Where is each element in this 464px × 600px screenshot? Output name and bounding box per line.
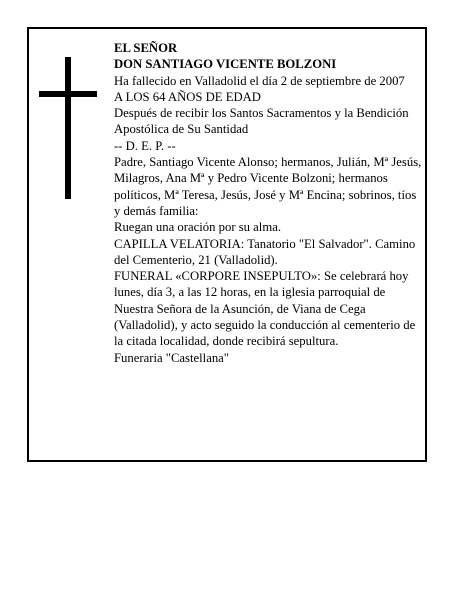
funeral-info: FUNERAL «CORPORE INSEPULTO»: Se celebrará hoy lunes, día 3, a las 12 horas, en la iglesia parroquial de Nuestra Señora de la Asunción, de Viana de Cega (Valladolid), y acto seguido la conducción al cementerio de la citada localidad, donde recibirá sepultura.	[114, 269, 416, 349]
sacraments-line: Después de recibir los Santos Sacramentos y la Bendición Apostólica de Su Santidad	[114, 106, 409, 137]
prayer-line: Ruegan una oración por su alma.	[114, 220, 282, 235]
notice-text	[114, 40, 425, 366]
obituary-notice	[27, 27, 427, 462]
cross-icon	[39, 57, 97, 199]
death-info: Ha fallecido en Valladolid el día 2 de septiembre de 2007	[114, 73, 405, 88]
cross-horizontal-bar	[39, 91, 97, 97]
rip-line: -- D. E. P. --	[114, 138, 176, 153]
age-line: A LOS 64 AÑOS DE EDAD	[114, 89, 261, 104]
funeral-home: Funeraria "Castellana"	[114, 350, 229, 365]
notice-title-line1: EL SEÑOR	[114, 41, 178, 55]
deceased-name: DON SANTIAGO VICENTE BOLZONI	[114, 57, 337, 72]
chapel-info: CAPILLA VELATORIA: Tanatorio "El Salvador". Camino del Cementerio, 21 (Valladolid).	[114, 236, 416, 267]
family-list: Padre, Santiago Vicente Alonso; hermanos, Julián, Mª Jesús, Milagros, Ana Mª y Pedro Vicente Bolzoni; hermanos políticos, Mª Teresa, Jesús, José y Mª Encina; sobrinos, tíos y demás familia:	[114, 155, 422, 218]
cross-vertical-bar	[65, 57, 71, 199]
